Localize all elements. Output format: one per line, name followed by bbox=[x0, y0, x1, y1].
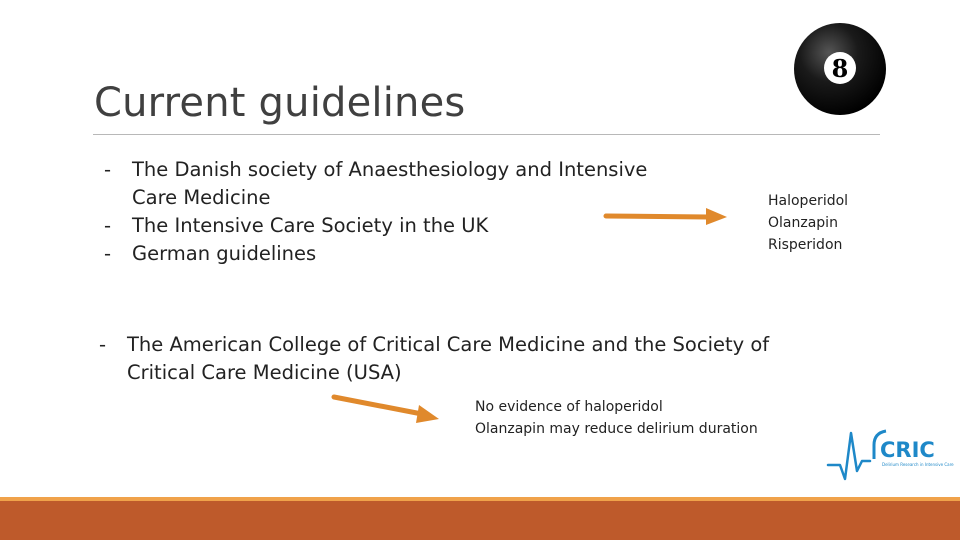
list-dash: - bbox=[104, 158, 112, 181]
guideline-item bbox=[99, 331, 787, 387]
evidence-item: Olanzapin may reduce delirium duration bbox=[475, 421, 758, 437]
arrow-down-right-icon bbox=[330, 390, 442, 426]
guideline-text: German guidelines bbox=[132, 242, 317, 265]
logo-name: CRIC bbox=[880, 438, 935, 462]
drug-item: Haloperidol bbox=[768, 193, 849, 209]
drug-list bbox=[768, 190, 848, 256]
guideline-text: The American College of Critical Care Medicine and the Society of Critical Care Medicine (USA) bbox=[127, 333, 770, 384]
guideline-item bbox=[104, 156, 672, 212]
list-dash: - bbox=[99, 333, 107, 356]
slide-title: Current guidelines bbox=[94, 80, 466, 126]
list-dash: - bbox=[104, 214, 112, 237]
drug-item: Risperidon bbox=[768, 237, 843, 253]
eight-ball-icon bbox=[793, 22, 887, 116]
evidence-notes bbox=[475, 396, 758, 440]
arrow-right-icon bbox=[604, 205, 729, 227]
list-dash: - bbox=[104, 242, 112, 265]
guideline-text: The Intensive Care Society in the UK bbox=[132, 214, 489, 237]
title-divider bbox=[93, 134, 880, 135]
guideline-item bbox=[104, 240, 672, 268]
footer-band bbox=[0, 501, 960, 540]
heartbeat-icon bbox=[828, 433, 870, 479]
drug-item: Olanzapin bbox=[768, 215, 838, 231]
evidence-item: No evidence of haloperidol bbox=[475, 399, 663, 415]
logo-tagline: Delirium Research in Intensive Care bbox=[882, 462, 954, 467]
cric-logo bbox=[826, 423, 954, 483]
guideline-list-usa bbox=[99, 331, 787, 387]
guideline-item bbox=[104, 212, 672, 240]
eight-ball-number: 8 bbox=[831, 54, 849, 83]
guideline-text: The Danish society of Anaesthesiology and Intensive Care Medicine bbox=[132, 158, 648, 209]
guideline-list-europe bbox=[104, 156, 672, 268]
